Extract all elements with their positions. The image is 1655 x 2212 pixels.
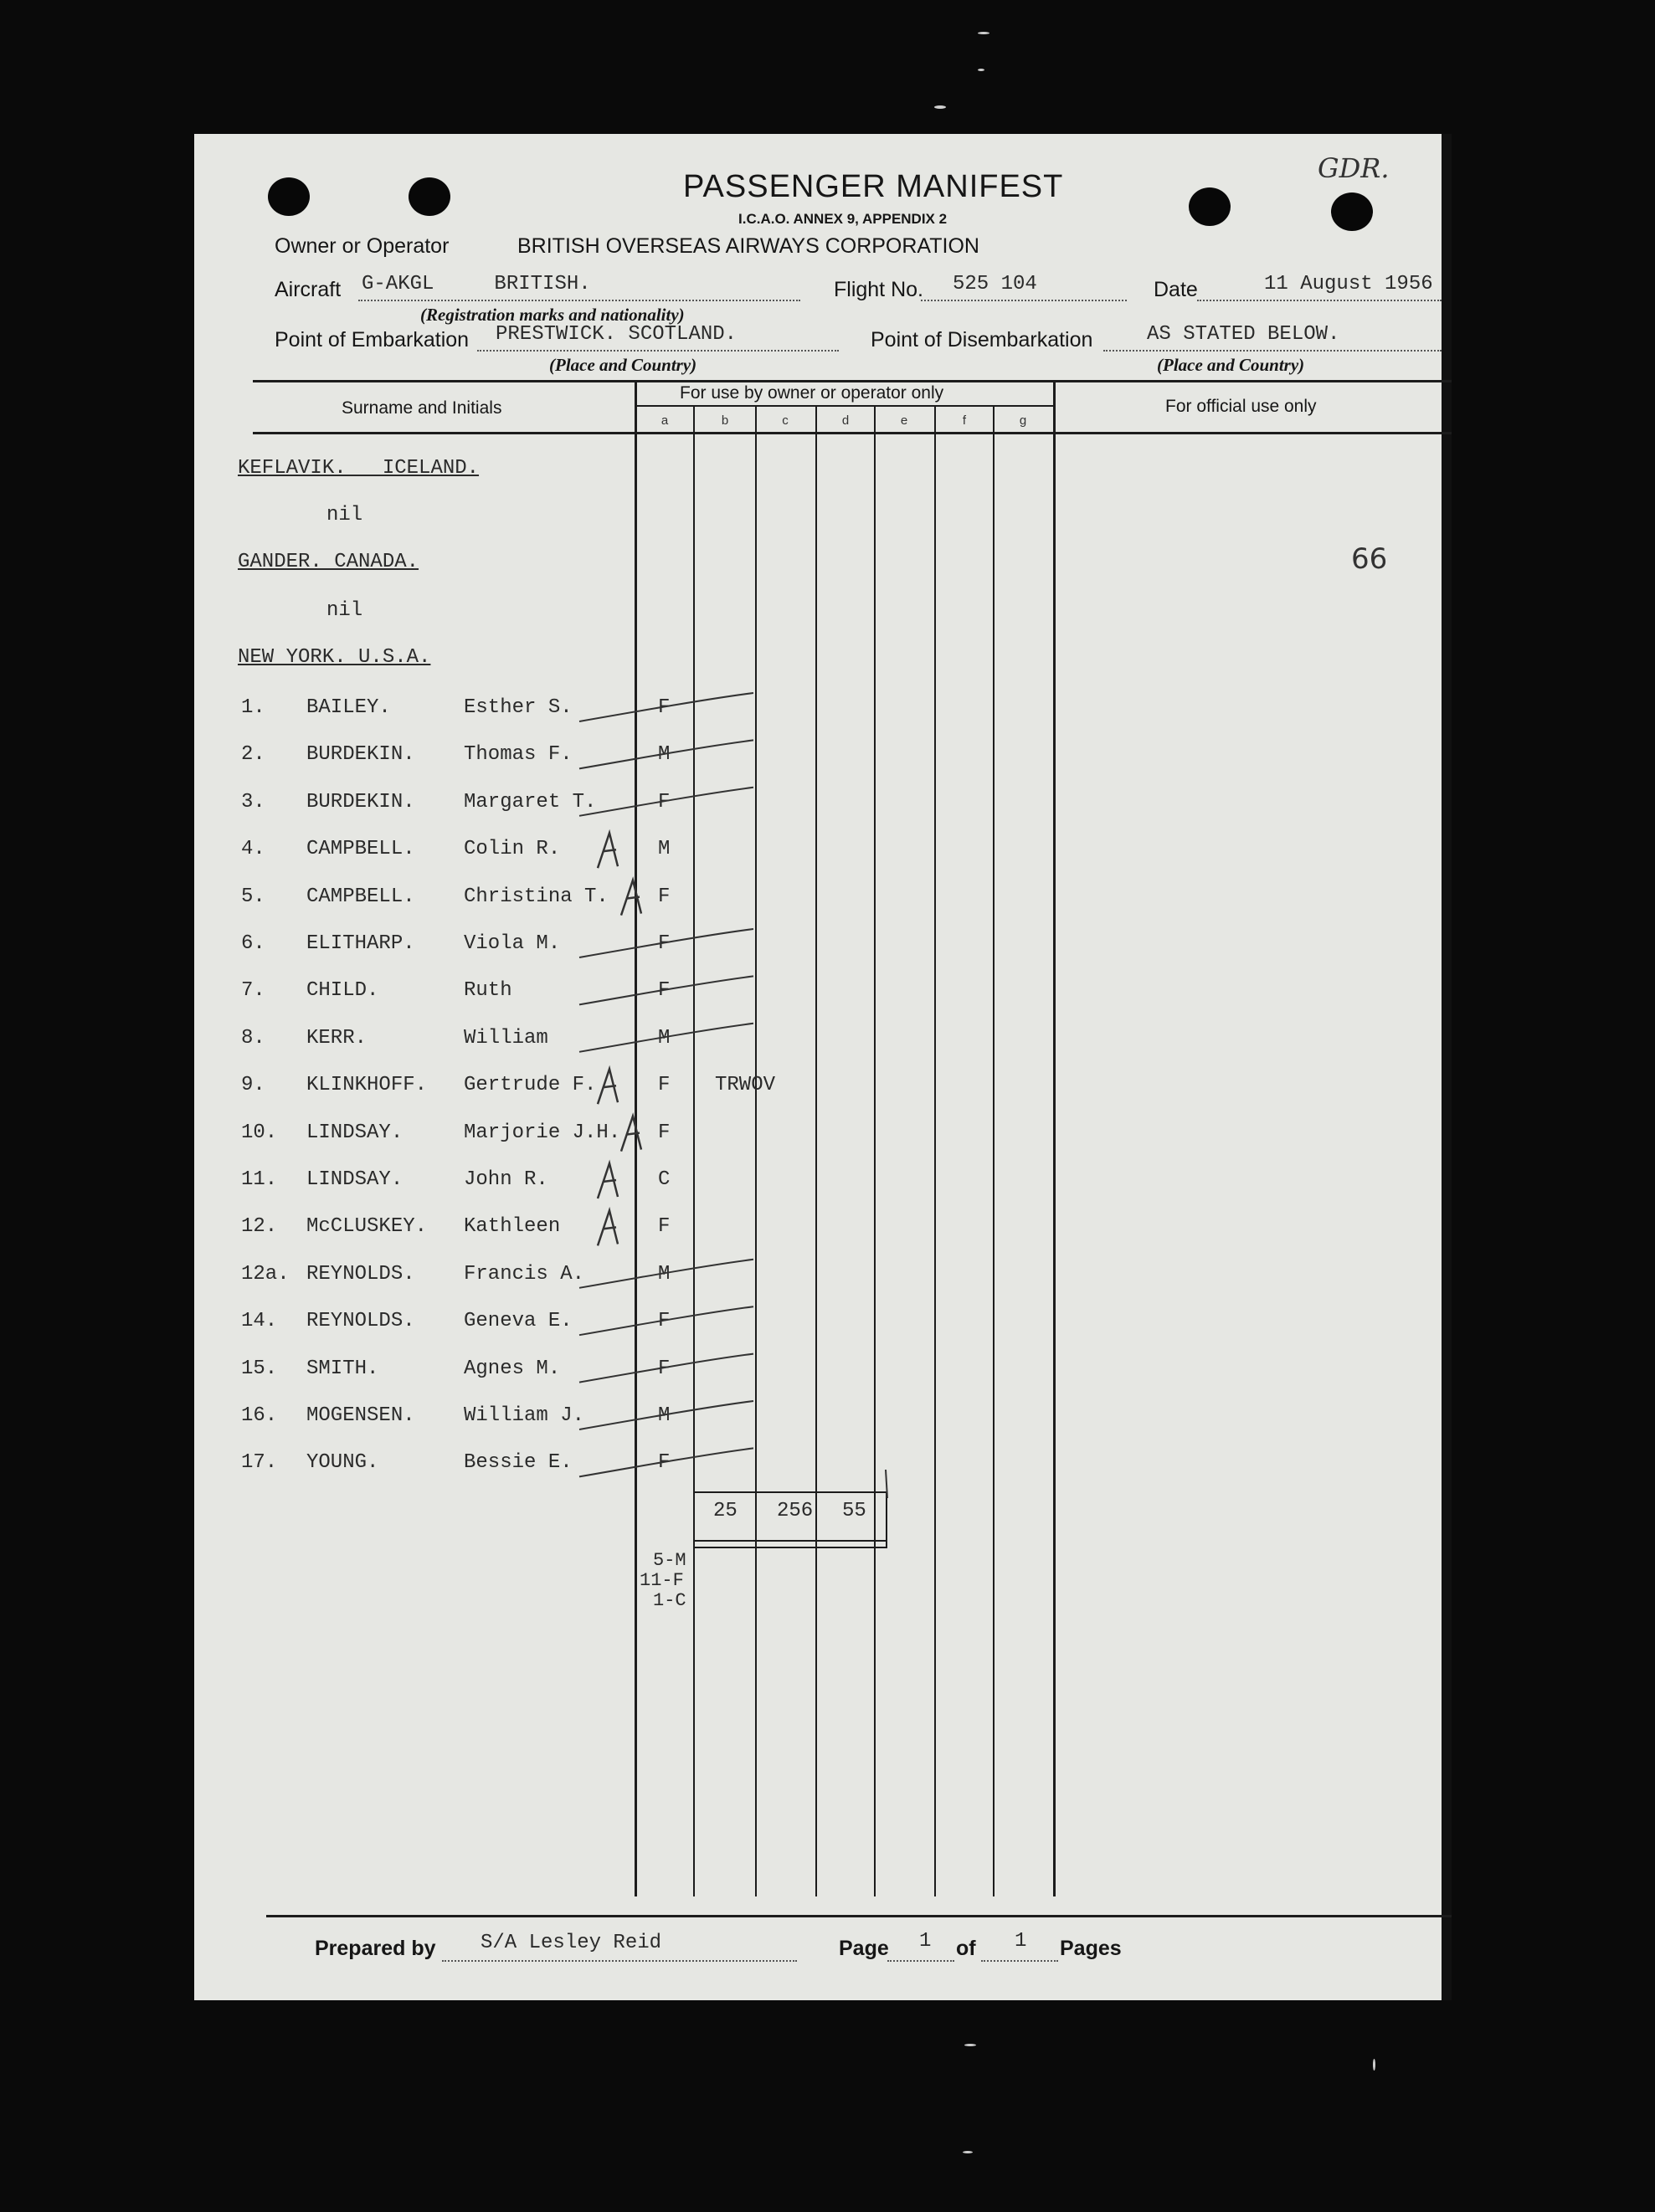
passenger-surname: LINDSAY. (306, 1121, 403, 1144)
passenger-number: 1. (241, 696, 265, 719)
passenger-code: F (658, 696, 671, 719)
total-c: 256 (777, 1500, 814, 1522)
passenger-number: 12. (241, 1215, 278, 1238)
pencil-stroke (579, 1306, 753, 1335)
destination-new-york: NEW YORK. U.S.A. (238, 646, 431, 669)
official-column-header: For official use only (1165, 397, 1317, 416)
film-speck (963, 2151, 973, 2153)
passenger-code: F (658, 1074, 671, 1096)
film-speck (978, 32, 989, 34)
total-b: 25 (713, 1500, 738, 1522)
pencil-stroke (579, 1354, 753, 1383)
manifest-sheet (194, 134, 1452, 2000)
of-value: 1 (1015, 1930, 1027, 1953)
passenger-number: 15. (241, 1357, 278, 1380)
corner-handwritten-note: GDR. (1318, 152, 1390, 184)
passenger-number: 10. (241, 1121, 278, 1144)
pencil-stroke (579, 976, 753, 1004)
column-header-a: a (660, 413, 669, 428)
flight-value: 525 104 (953, 273, 1037, 295)
passenger-code: F (658, 791, 671, 813)
passenger-number: 16. (241, 1404, 278, 1427)
passenger-number: 3. (241, 791, 265, 813)
prepared-by-label: Prepared by (315, 1937, 436, 1960)
passenger-number: 5. (241, 885, 265, 908)
film-speck (934, 105, 946, 109)
passenger-number: 8. (241, 1027, 265, 1050)
passenger-given-name: John R. (464, 1168, 548, 1191)
passenger-number: 9. (241, 1074, 265, 1096)
passenger-given-name: Esther S. (464, 696, 573, 719)
passenger-code: M (658, 838, 671, 860)
pencil-stroke (579, 740, 753, 768)
pencil-stroke (598, 833, 618, 868)
passenger-number: 6. (241, 932, 265, 955)
form-title: PASSENGER MANIFEST (683, 169, 1064, 204)
operator-column-header: For use by owner or operator only (680, 383, 944, 403)
pages-label: Pages (1060, 1937, 1122, 1960)
form-subtitle: I.C.A.O. ANNEX 9, APPENDIX 2 (738, 211, 948, 227)
passenger-surname: KLINKHOFF. (306, 1074, 428, 1096)
passenger-code: F (658, 1310, 671, 1332)
aircraft-label: Aircraft (275, 278, 342, 301)
total-d: 55 (842, 1500, 866, 1522)
passenger-given-name: Colin R. (464, 838, 561, 860)
owner-label: Owner or Operator (275, 234, 450, 258)
passenger-number: 4. (241, 838, 265, 860)
passenger-code: C (658, 1168, 671, 1191)
passenger-surname: KERR. (306, 1027, 367, 1050)
passenger-number: 17. (241, 1451, 278, 1474)
passenger-given-name: Francis A. (464, 1263, 585, 1286)
date-label: Date (1154, 278, 1198, 301)
passenger-surname: SMITH. (306, 1357, 379, 1380)
embarkation-value: PRESTWICK. SCOTLAND. (496, 323, 738, 346)
summary-female: 11-F (640, 1570, 684, 1591)
prepared-by-value: S/A Lesley Reid (481, 1932, 662, 1954)
summary-male: 5-M (653, 1550, 686, 1571)
embarkation-label: Point of Embarkation (275, 328, 470, 352)
passenger-code: M (658, 1263, 671, 1286)
pencil-stroke (579, 929, 753, 957)
disembarkation-label: Point of Disembarkation (871, 328, 1093, 352)
passenger-surname: McCLUSKEY. (306, 1215, 428, 1238)
passenger-code: F (658, 1451, 671, 1474)
passenger-given-name: Ruth (464, 979, 512, 1002)
column-header-b: b (721, 413, 729, 428)
pencil-stroke (621, 1116, 641, 1152)
pencil-stroke (621, 880, 641, 916)
passenger-surname: LINDSAY. (306, 1168, 403, 1191)
pencil-stroke (886, 1470, 887, 1498)
pencil-stroke (579, 1448, 753, 1476)
passenger-given-name: Viola M. (464, 932, 561, 955)
passenger-surname: REYNOLDS. (306, 1310, 415, 1332)
keflavik-nil: nil (326, 504, 363, 526)
pencil-check-marks (194, 134, 1442, 2000)
passenger-number: 12a. (241, 1263, 290, 1286)
gander-nil: nil (326, 599, 363, 622)
page-label: Page (839, 1937, 889, 1960)
passenger-surname: MOGENSEN. (306, 1404, 415, 1427)
page-value: 1 (919, 1930, 932, 1953)
disembarkation-value: AS STATED BELOW. (1147, 323, 1340, 346)
passenger-given-name: Geneva E. (464, 1310, 573, 1332)
passenger-surname: REYNOLDS. (306, 1263, 415, 1286)
column-header-d: d (841, 413, 850, 428)
passenger-code: F (658, 932, 671, 955)
column-header-e: e (900, 413, 908, 428)
surname-column-header: Surname and Initials (342, 398, 502, 418)
pencil-stroke (598, 1210, 618, 1245)
aircraft-value: G-AKGL BRITISH. (362, 273, 591, 295)
passenger-given-name: William (464, 1027, 548, 1050)
passenger-given-name: Margaret T. (464, 791, 597, 813)
destination-gander: GANDER. CANADA. (238, 551, 419, 573)
film-speck (964, 2044, 976, 2046)
passenger-code: F (658, 1121, 671, 1144)
pencil-stroke (579, 788, 753, 816)
pencil-stroke (598, 1069, 618, 1104)
column-header-g: g (1019, 413, 1027, 428)
passenger-surname: CAMPBELL. (306, 885, 415, 908)
passenger-number: 11. (241, 1168, 278, 1191)
disembarkation-place-note: (Place and Country) (1157, 355, 1305, 375)
passenger-surname: CHILD. (306, 979, 379, 1002)
passenger-given-name: Christina T. (464, 885, 609, 908)
passenger-code: F (658, 885, 671, 908)
flight-label: Flight No. (834, 278, 923, 301)
film-speck (1373, 2059, 1375, 2071)
passenger-given-name: Marjorie J.H. (464, 1121, 621, 1144)
passenger-surname: BURDEKIN. (306, 743, 415, 766)
passenger-surname: BURDEKIN. (306, 791, 415, 813)
owner-value: BRITISH OVERSEAS AIRWAYS CORPORATION (517, 234, 979, 258)
passenger-number: 14. (241, 1310, 278, 1332)
pencil-stroke (579, 693, 753, 721)
passenger-given-name: Agnes M. (464, 1357, 561, 1380)
sheet-edge-shadow (1442, 134, 1452, 2000)
passenger-given-name: Thomas F. (464, 743, 573, 766)
passenger-code: M (658, 743, 671, 766)
pencil-stroke (579, 1401, 753, 1429)
passenger-surname: ELITHARP. (306, 932, 415, 955)
embarkation-place-note: (Place and Country) (549, 355, 697, 375)
passenger-given-name: William J. (464, 1404, 585, 1427)
passenger-code: F (658, 1357, 671, 1380)
column-header-f: f (962, 413, 967, 428)
passenger-code: M (658, 1404, 671, 1427)
passenger-number: 7. (241, 979, 265, 1002)
passenger-given-name: Gertrude F. (464, 1074, 597, 1096)
column-header-c: c (782, 413, 789, 428)
passenger-surname: BAILEY. (306, 696, 391, 719)
passenger-given-name: Bessie E. (464, 1451, 573, 1474)
film-speck (978, 69, 984, 71)
passenger-code: M (658, 1027, 671, 1050)
date-value: 11 August 1956 (1264, 273, 1433, 295)
pencil-stroke (579, 1260, 753, 1288)
passenger-surname: CAMPBELL. (306, 838, 415, 860)
pencil-stroke (598, 1163, 618, 1198)
passenger-code: F (658, 979, 671, 1002)
passenger-given-name: Kathleen (464, 1215, 561, 1238)
destination-keflavik: KEFLAVIK. ICELAND. (238, 457, 480, 480)
pencil-stroke (579, 1024, 753, 1052)
passenger-code: F (658, 1215, 671, 1238)
registration-note: (Registration marks and nationality) (420, 305, 685, 325)
of-label: of (956, 1937, 976, 1960)
passenger-surname: YOUNG. (306, 1451, 379, 1474)
passenger-extra-mark: TRWOV (715, 1074, 776, 1096)
passenger-number: 2. (241, 743, 265, 766)
official-mark: 66 (1351, 542, 1388, 576)
summary-child: 1-C (653, 1590, 686, 1611)
